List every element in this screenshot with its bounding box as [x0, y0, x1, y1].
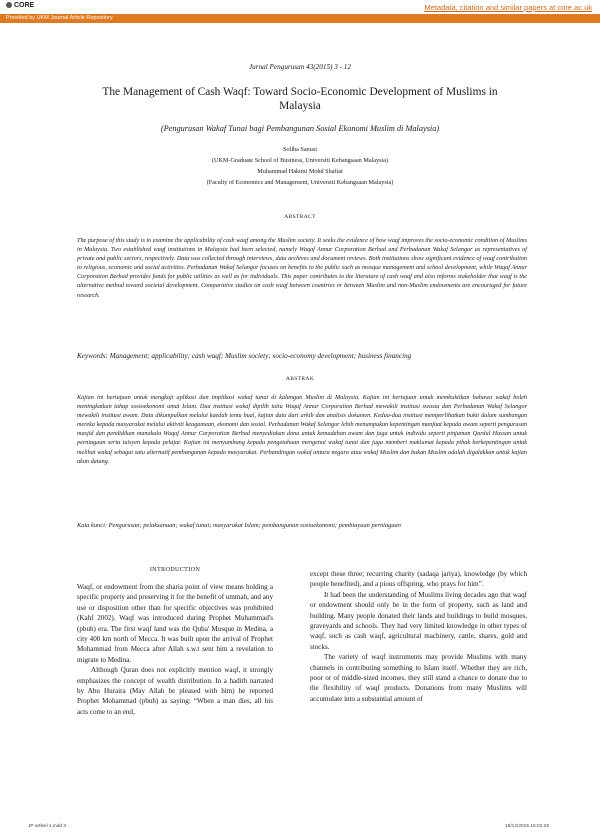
- intro-paragraph: It had been the understanding of Muslims living decades ago that waqf or endowment should only be in the form of property, such as land and building. Many people donated their lands and buildings to build mosques, graveyards and schools. They had very limited knowledge in other types of waqf, such as cash waqf, agricultural machinery, cattle, shares, gold and stocks.: [310, 590, 527, 651]
- core-logo-icon: [6, 2, 12, 8]
- abstract-body: The purpose of this study is to examine the applicability of cash waqf among the Muslim society. It seeks the evidence of how waqf improves the socio-economic condition of Muslims in Malaysia. Two established waqf institutions in Malaysia had been selected, namely Waqaf Annur Corporation Berhad and Perbadanan Wakaf Selangor as representatives of private and public sectors, respectively. Data was collected through interviews, data archives and document reviews. Both institutions show significant evidence of waqf contribution to religious, economic and social activities. Perbadanan Wakaf Selangor focuses on benefits to the public such as mosque management and school development, while Waqaf Annur Corporation Berhad provides funds for public utilities as well as for individuals. This paper contributes to the literature of cash waqf and also informs stakeholder that waqf is the alternative method toward societal development. Comparative studies on cash waqf between countries or between Muslim and non-Muslim endowments are encouraged for future research.: [77, 237, 528, 299]
- abstract-keywords: Keywords: Management; applicability; cash waqf; Muslim society; socio-economy development; business financing: [77, 352, 412, 360]
- intro-paragraph: The variety of waqf instruments may provide Muslims with many channels in contributing something to Islam itself. Whether they are rich, poor or of middle-sized incomes, they still stand a chance to donate due to the flexibility of waqf products. Donations from many Muslims will accumulate into a substantial amount of: [310, 653, 527, 703]
- author-name-1: Soliha Sanusi: [283, 146, 317, 153]
- footer-timestamp: 19/12/2015 15:02:29: [505, 824, 550, 829]
- abstract-heading: ABSTRACT: [284, 214, 316, 220]
- core-logo[interactable]: CORE: [6, 2, 34, 9]
- author-affiliation-1: (UKM-Graduate School of Business, Universiti Kebangsaan Malaysia): [211, 157, 389, 164]
- intro-paragraph: except these three; recurring charity (sadaqa jariya), knowledge (by which people benefited), and a pious offspring, who prays for him”.: [310, 570, 527, 589]
- introduction-heading: INTRODUCTION: [149, 566, 201, 573]
- paper-title: The Management of Cash Waqf: Toward Socio-Economic Development of Muslims in Malaysia: [102, 86, 498, 112]
- journal-reference: Jurnal Pengurusan 43(2015) 3 - 12: [248, 63, 351, 71]
- provided-by-bar: [0, 14, 600, 23]
- introduction-right-column: [310, 569, 527, 704]
- metadata-link[interactable]: Metadata, citation and similar papers at core.ac.uk: [424, 3, 592, 12]
- provided-by-link[interactable]: Provided by UKM Journal Article Repository: [6, 15, 113, 21]
- abstrak-keywords: Kata kunci: Pengurusan; pelaksanaan; wakaf tunai; masyarakat Islam; pembangunan sosioekonomi; pembiayaan perniagaan: [77, 522, 401, 529]
- author-name-2: Muhammad Hakimi Mohd Shafiai: [257, 168, 343, 175]
- author-affiliation-2: (Faculty of Economics and Management, Universiti Kebangsaan Malaysia): [206, 179, 394, 186]
- core-banner: [0, 0, 600, 14]
- intro-paragraph: Waqf, or endowment from the sharia point of view means holding a specific property and preserving it for the benefit of ummah, and any use or disposition other than for specific objectives was prohibited (Kahf 2002). Waqf was introduced during Prophet Muhammad's (pbuh) era. The first waqf land was the Quba' Mosque in Medina, a city 400 km north of Mecca. It was built upon the arrival of Prophet Mohammad from Mecca after Allah s.w.t sent him a revelation to migrate to Medina.: [77, 583, 273, 664]
- intro-paragraph: Although Quran does not explicitly mention waqf, it strongly emphasizes the concept of wealth distribution. In a hadith narrated by Abu Huraira (May Allah be pleased with him) he reported Prophet Mohammad (pbuh) as saying: “When a man dies, all his acts come to an end,: [77, 666, 273, 716]
- introduction-left-column: [77, 582, 273, 717]
- abstrak-heading: ABSTRAK: [285, 376, 315, 382]
- paper-subtitle: (Pengurusan Wakaf Tunai bagi Pembangunan Sosial Ekonomi Muslim di Malaysia): [160, 124, 440, 133]
- footer-file-label: JP artikel 1.indd 3: [28, 824, 67, 829]
- abstrak-body: Kajian ini bertujuan untuk mengkaji aplikasi dan implikasi wakaf tunai di kalangan Muslim di Malaysia. Kajian ini bertujuan untuk membuktikan bahawa wakaf boleh meningkatkan tahap sosioekonomi umat Islam. Dua institusi wakaf dipilih iaitu Waqaf Annur Corporation Berhad mewakili institusi swasta dan Perbadanan Wakaf Selangor mewakili institusi awam. Data dikumpulkan melalui kaedah temu bual, kajian data dari arkib dan analisis dokumen. Kedua-dua institusi memperlihatkan bukti dalam sumbangan mereka kepada masyarakat melalui aktiviti keagamaan, ekonomi dan sosial. Perbadanan Wakaf Selangor lebih menumpukan kepentingan manfaat kepada awam seperti pengurusan masjid dan pendidikan manakala Waqaf Annur Corporation Berhad menyediakan dana untuk kemudahan awam dan juga untuk individu seperti pinjaman Qardul Hassan untuk perniagaan serta tuisyen kepada pelajar. Kajian ini menyumbang kepada pengetahuan mengenai wakaf tunai dan juga memberi maklumat kepada pihak berkepentingan untuk melihat wakaf sebagai satu alternatif pembangunan kepada masyarakat. Perbandingan wakaf antara negara atau wakaf Muslim dan bukan Muslim adalah digalakkan untuk kajian akan datang.: [77, 394, 527, 465]
